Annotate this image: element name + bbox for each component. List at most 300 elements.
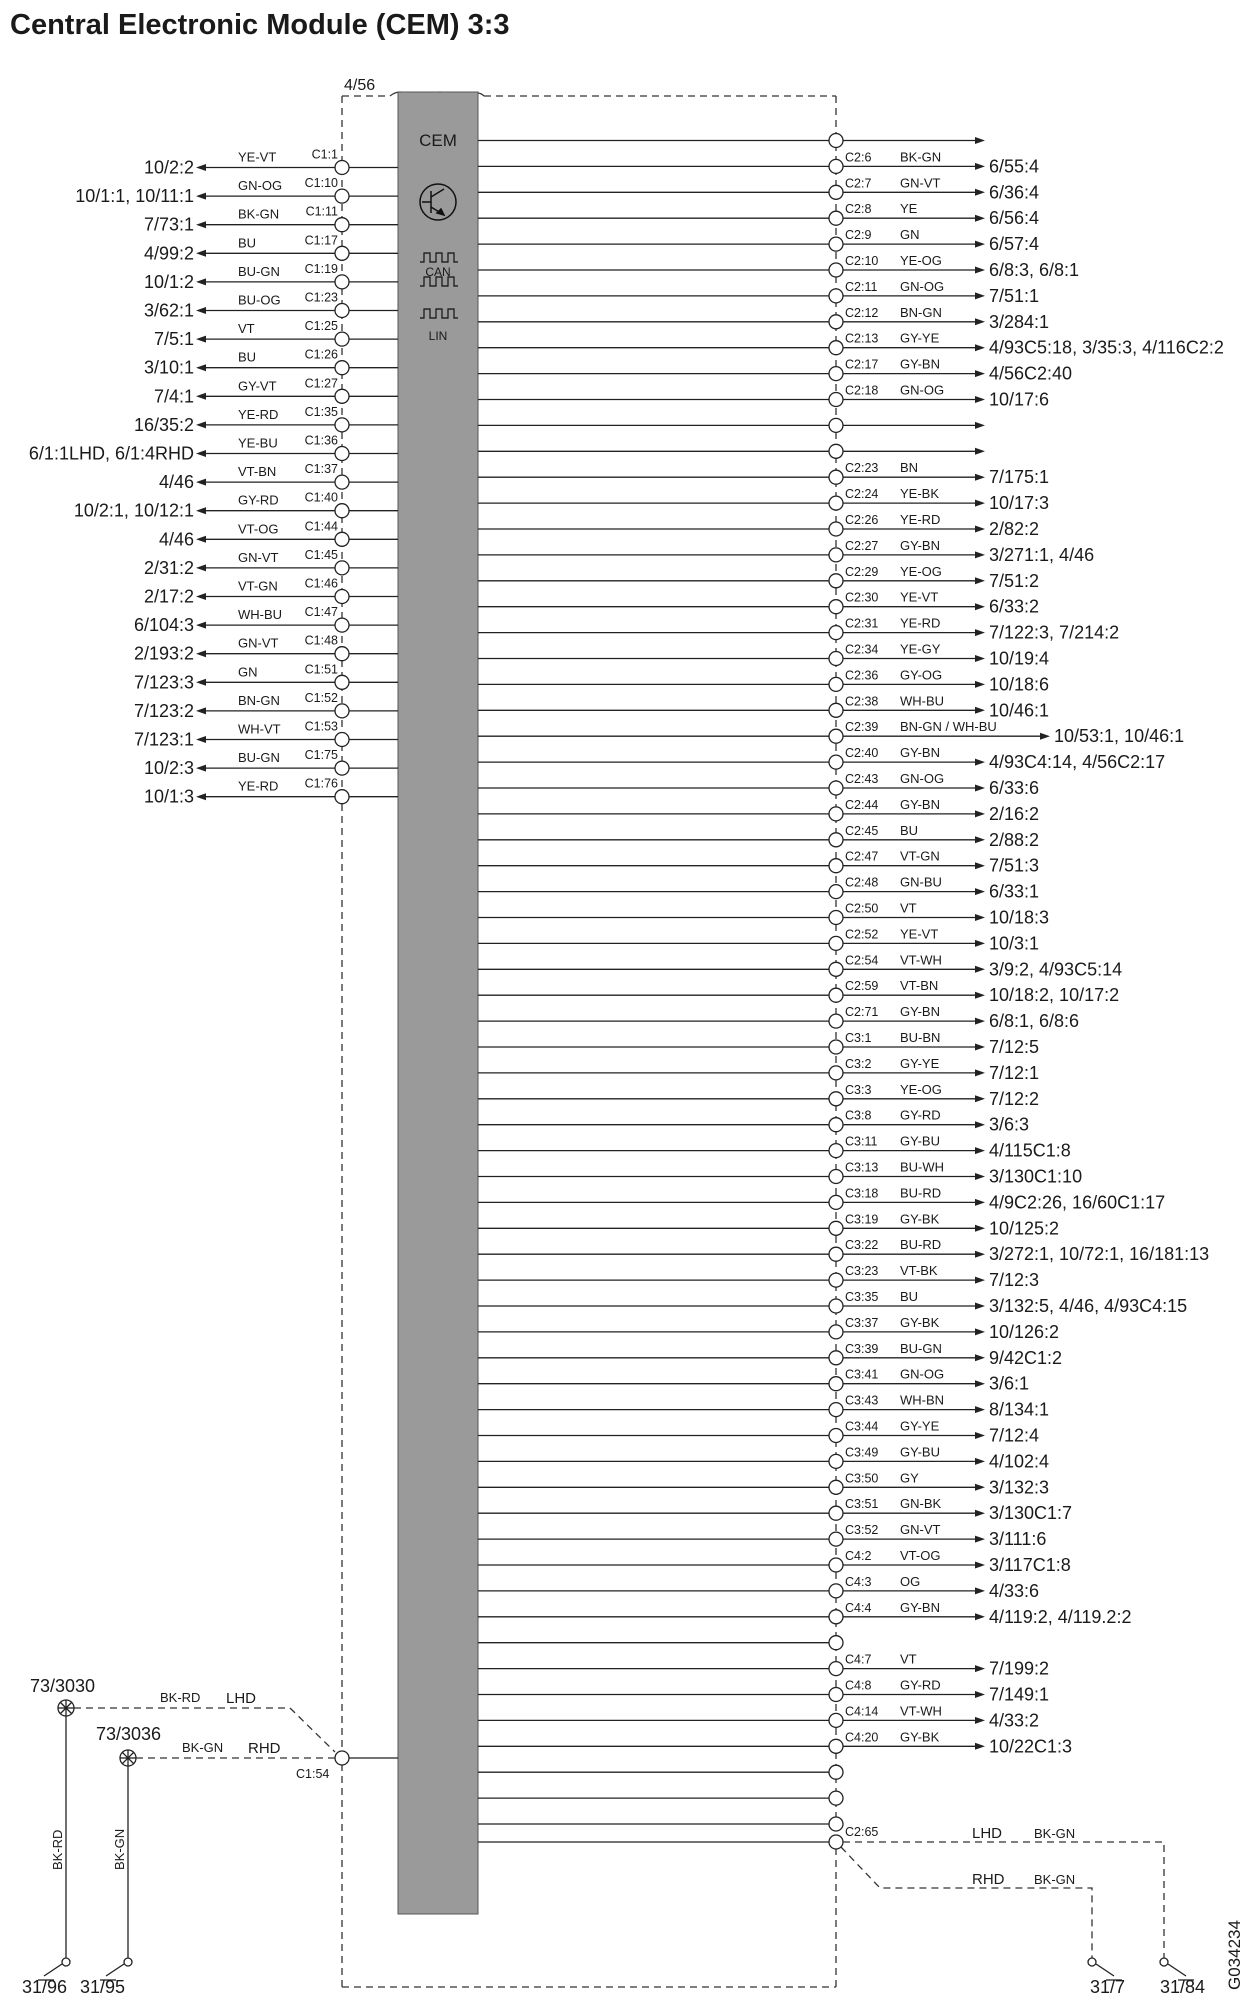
arrow-right-icon bbox=[975, 526, 985, 533]
arrow-right-icon bbox=[975, 215, 985, 222]
right-wire-color: YE bbox=[900, 201, 918, 217]
left-destination: 10/2:1, 10/12:1 bbox=[73, 500, 194, 521]
left-wire-color: BU bbox=[238, 235, 257, 251]
right-pin-label: C4:14 bbox=[845, 1704, 879, 1719]
right-destination: 2/16:2 bbox=[989, 803, 1040, 824]
right-pin-label: C2:34 bbox=[845, 642, 879, 657]
right-row bbox=[478, 1134, 1071, 1161]
right-ground-circuit bbox=[478, 1825, 1205, 1997]
right-wire-color: VT bbox=[900, 900, 917, 916]
arrow-right-icon bbox=[1040, 733, 1050, 740]
right-destination: 10/125:2 bbox=[989, 1218, 1060, 1239]
right-destination: 6/8:3, 6/8:1 bbox=[989, 260, 1080, 280]
arrow-right-icon bbox=[975, 707, 985, 714]
right-wire-color: GY-BN bbox=[900, 356, 940, 372]
left-wire-color: VT-GN bbox=[238, 578, 278, 594]
right-pin-label: C2:30 bbox=[845, 590, 879, 605]
arrow-right-icon bbox=[975, 1328, 985, 1335]
right-pin-label: C2:39 bbox=[845, 720, 879, 735]
right-row bbox=[478, 590, 1039, 617]
pin-node bbox=[829, 1429, 843, 1443]
right-wire-color: GY-BU bbox=[900, 1444, 940, 1460]
arrow-right-icon bbox=[975, 1354, 985, 1361]
pin-node bbox=[335, 332, 349, 346]
left-pin-label: C1:26 bbox=[304, 347, 338, 362]
right-row bbox=[478, 331, 1224, 358]
right-row bbox=[478, 1729, 1072, 1756]
arrow-right-icon bbox=[975, 448, 985, 455]
arrow-right-icon bbox=[975, 1691, 985, 1698]
right-wire-color: BN bbox=[900, 460, 919, 476]
pin-node bbox=[829, 159, 843, 173]
right-row bbox=[478, 849, 1039, 876]
pin-node bbox=[829, 1299, 843, 1313]
right-row bbox=[478, 1470, 1049, 1497]
pin-node bbox=[829, 1273, 843, 1287]
right-row bbox=[478, 952, 1122, 979]
left-pin-label: C1:76 bbox=[304, 776, 338, 791]
right-destination: 7/51:1 bbox=[989, 285, 1040, 306]
splice-1-symbol bbox=[58, 1700, 74, 1716]
arrow-right-icon bbox=[975, 1095, 985, 1102]
right-wire-color: BU-WH bbox=[900, 1159, 945, 1175]
pin-node bbox=[829, 1118, 843, 1132]
arrow-left-icon bbox=[196, 278, 206, 285]
right-row bbox=[478, 1160, 1082, 1187]
right-pin-label: C3:18 bbox=[845, 1186, 879, 1201]
right-pin-label: C2:36 bbox=[845, 668, 879, 683]
right-pin-label: C2:59 bbox=[845, 979, 879, 994]
right-row bbox=[478, 642, 1049, 669]
right-destination: 7/12:4 bbox=[989, 1425, 1040, 1446]
right-pin-label: C3:22 bbox=[845, 1238, 879, 1253]
pin-node bbox=[829, 1558, 843, 1572]
arrow-left-icon bbox=[196, 650, 206, 657]
right-wire-color: WH-BN bbox=[900, 1392, 945, 1408]
right-row bbox=[478, 823, 1039, 850]
left-pin-label: C1:11 bbox=[305, 204, 338, 219]
right-destination: 4/115C1:8 bbox=[989, 1140, 1071, 1161]
right-destination: 4/56C2:40 bbox=[989, 363, 1073, 384]
right-pin-label: C2:54 bbox=[845, 953, 879, 968]
right-pin-label: C3:39 bbox=[845, 1341, 879, 1356]
right-destination: 7/199:2 bbox=[989, 1658, 1050, 1679]
module-name: CEM bbox=[419, 131, 457, 150]
arrow-left-icon bbox=[196, 393, 206, 400]
left-pin-label: C1:40 bbox=[304, 490, 338, 505]
splice-2-wire: BK-GN bbox=[182, 1740, 224, 1755]
lin-label: LIN bbox=[428, 329, 448, 343]
right-row bbox=[478, 1367, 1029, 1394]
right-row bbox=[478, 357, 1072, 384]
pin-node bbox=[829, 496, 843, 510]
pin-node bbox=[829, 1014, 843, 1028]
right-row bbox=[478, 926, 1039, 953]
arrow-right-icon bbox=[975, 500, 985, 507]
right-row bbox=[478, 1636, 843, 1650]
pin-node bbox=[335, 189, 349, 203]
right-row bbox=[478, 279, 1039, 306]
right-destination: 7/12:3 bbox=[989, 1270, 1040, 1291]
right-wire-color: YE-BK bbox=[900, 486, 940, 502]
left-destination: 6/1:1LHD, 6/1:4RHD bbox=[28, 443, 194, 464]
pin-node bbox=[829, 1636, 843, 1650]
right-pin-label: C3:35 bbox=[845, 1290, 879, 1304]
arrow-right-icon bbox=[975, 759, 985, 766]
right-pin-label: C3:13 bbox=[845, 1160, 879, 1175]
left-wire-color: GN-VT bbox=[238, 549, 279, 565]
right-row bbox=[478, 693, 1049, 720]
right-pin-label: C2:26 bbox=[845, 513, 879, 527]
left-row bbox=[154, 376, 398, 406]
left-wire-color: VT bbox=[238, 321, 255, 337]
right-row bbox=[478, 978, 1119, 1005]
left-destination: 7/4:1 bbox=[153, 386, 194, 407]
pin-node bbox=[829, 600, 843, 614]
pin-node bbox=[829, 1791, 843, 1805]
pin-node bbox=[829, 418, 843, 432]
right-wire-color: GY-BU bbox=[900, 1133, 940, 1149]
pin-node bbox=[335, 389, 349, 403]
pin-node bbox=[829, 1713, 843, 1727]
left-pin-label: C1:1 bbox=[311, 147, 338, 162]
right-pin-label: C3:51 bbox=[845, 1497, 879, 1512]
right-destination: 6/55:4 bbox=[989, 156, 1040, 177]
left-connector-group bbox=[29, 148, 398, 807]
left-destination: 3/62:1 bbox=[143, 300, 194, 321]
pin-node bbox=[829, 1221, 843, 1235]
right-pin-label: C2:71 bbox=[845, 1005, 879, 1020]
arrow-right-icon bbox=[975, 681, 985, 688]
right-wire-color: GY-BN bbox=[900, 796, 940, 812]
left-pin-label: C1:19 bbox=[304, 261, 338, 276]
arrow-right-icon bbox=[975, 603, 985, 610]
arrow-right-icon bbox=[975, 810, 985, 817]
pin-node bbox=[829, 1532, 843, 1546]
arrow-left-icon bbox=[196, 479, 206, 486]
right-wire-color: BU-GN bbox=[900, 1340, 942, 1356]
pin-node bbox=[829, 807, 843, 821]
right-wire-color: BU-BN bbox=[900, 1030, 941, 1045]
right-pin-label: C2:47 bbox=[845, 849, 879, 864]
arrow-right-icon bbox=[975, 1432, 985, 1439]
left-wire-color: GN-VT bbox=[238, 635, 279, 651]
right-lhd-label: LHD bbox=[972, 1825, 1003, 1842]
right-rhd-wire: BK-GN bbox=[1034, 1872, 1076, 1887]
pin-node bbox=[829, 1739, 843, 1753]
left-wire-color: YE-RD bbox=[238, 406, 279, 422]
pin-node bbox=[335, 218, 349, 232]
right-destination: 2/82:2 bbox=[989, 519, 1040, 539]
pin-node bbox=[829, 1325, 843, 1339]
left-row bbox=[144, 148, 398, 178]
arrow-left-icon bbox=[196, 450, 206, 457]
left-row bbox=[159, 462, 398, 492]
right-wire-color: WH-BU bbox=[900, 693, 945, 709]
pin-node bbox=[829, 522, 843, 536]
left-destination: 2/193:2 bbox=[133, 643, 194, 664]
right-wire-color: GN-OG bbox=[900, 382, 945, 398]
left-destination: 7/123:1 bbox=[133, 729, 194, 750]
right-destination: 4/93C4:14, 4/56C2:17 bbox=[989, 752, 1166, 773]
pin-node bbox=[335, 1751, 349, 1765]
right-destination: 6/36:4 bbox=[989, 182, 1040, 203]
right-wire-color: GY-YE bbox=[900, 1055, 940, 1071]
right-rhd-label: RHD bbox=[972, 1871, 1005, 1888]
left-row bbox=[144, 233, 398, 263]
right-wire-color: BU bbox=[900, 1289, 919, 1304]
left-pin-label: C1:44 bbox=[304, 519, 338, 534]
right-destination: 3/284:1 bbox=[989, 311, 1050, 332]
right-pin-label: C3:50 bbox=[845, 1471, 879, 1486]
pin-node bbox=[335, 275, 349, 289]
left-destination: 4/46 bbox=[158, 529, 194, 550]
left-pin-label: C1:35 bbox=[304, 404, 338, 419]
right-row bbox=[478, 875, 1039, 902]
pin-node bbox=[335, 675, 349, 689]
left-destination: 2/17:2 bbox=[143, 586, 194, 607]
right-pin-label: C2:11 bbox=[845, 279, 878, 294]
left-destination: 10/1:2 bbox=[143, 271, 194, 292]
right-destination: 9/42C1:2 bbox=[989, 1347, 1063, 1368]
left-destination: 10/2:3 bbox=[143, 758, 194, 779]
arrow-right-icon bbox=[975, 1147, 985, 1154]
right-wire-color: GN bbox=[900, 227, 920, 243]
right-pin-label: C4:2 bbox=[845, 1549, 872, 1563]
left-destination: 10/2:2 bbox=[143, 157, 194, 178]
right-wire-color: VT-GN bbox=[900, 848, 940, 864]
arrow-right-icon bbox=[975, 344, 985, 351]
right-wire-color: GY-BK bbox=[900, 1314, 940, 1330]
right-row bbox=[478, 1393, 1049, 1420]
pin-node bbox=[335, 361, 349, 375]
right-pin-label: C3:37 bbox=[845, 1315, 879, 1330]
pin-node bbox=[829, 211, 843, 225]
right-pin-label: C3:2 bbox=[845, 1056, 872, 1071]
right-row bbox=[478, 1496, 1072, 1523]
right-row bbox=[478, 745, 1165, 772]
arrow-right-icon bbox=[975, 1562, 985, 1569]
splice-1-wire: BK-RD bbox=[160, 1690, 201, 1705]
right-wire-color: VT-OG bbox=[900, 1548, 941, 1563]
right-wire-color: GY-BN bbox=[900, 1004, 940, 1020]
right-wire-color: BU-RD bbox=[900, 1237, 942, 1253]
right-pin-label: C2:31 bbox=[845, 616, 879, 631]
left-wire-color: VT-OG bbox=[238, 521, 279, 537]
pin-node bbox=[829, 988, 843, 1002]
arrow-right-icon bbox=[975, 1303, 985, 1310]
right-destination: 6/57:4 bbox=[989, 234, 1040, 255]
arrow-left-icon bbox=[196, 593, 206, 600]
right-wire-color: VT-WH bbox=[900, 952, 942, 968]
pin-node bbox=[335, 618, 349, 632]
pin-node bbox=[829, 1195, 843, 1209]
right-destination: 6/33:1 bbox=[989, 881, 1040, 902]
right-connector-group bbox=[478, 134, 1224, 1832]
left-destination: 7/123:3 bbox=[133, 672, 194, 693]
pin-node bbox=[829, 548, 843, 562]
right-wire-color: VT-WH bbox=[900, 1703, 942, 1719]
left-ground-pin: C1:54 bbox=[296, 1767, 330, 1781]
right-row bbox=[478, 149, 1039, 176]
pin-node bbox=[829, 1454, 843, 1468]
can-label: CAN bbox=[425, 265, 451, 279]
right-destination: 4/9C2:26, 16/60C1:17 bbox=[989, 1192, 1166, 1213]
left-wire-color: BU-GN bbox=[238, 263, 280, 279]
right-row bbox=[478, 201, 1039, 228]
arrow-left-icon bbox=[196, 364, 206, 371]
pin-node bbox=[829, 1040, 843, 1054]
left-row bbox=[134, 605, 398, 635]
right-pin-label: C2:17 bbox=[845, 357, 879, 372]
arrow-right-icon bbox=[975, 1225, 985, 1232]
right-pin-label: C3:8 bbox=[845, 1108, 872, 1123]
right-row bbox=[478, 1574, 1039, 1601]
pin-node bbox=[335, 304, 349, 318]
ground-2-wire: BK-GN bbox=[112, 1828, 127, 1870]
left-row bbox=[144, 577, 398, 607]
pin-node bbox=[829, 833, 843, 847]
arrow-right-icon bbox=[975, 940, 985, 947]
right-pin-label: C2:52 bbox=[845, 927, 879, 942]
left-wire-color: BU bbox=[238, 349, 257, 365]
right-wire-color: GY-OG bbox=[900, 667, 943, 683]
right-destination: 8/134:1 bbox=[989, 1399, 1050, 1420]
right-pin-label: C3:19 bbox=[845, 1212, 879, 1227]
left-wire-color: YE-BU bbox=[238, 435, 278, 451]
arrow-right-icon bbox=[975, 1121, 985, 1128]
right-row bbox=[478, 1289, 1187, 1316]
right-row bbox=[478, 486, 1049, 513]
right-wire-color: GY-BN bbox=[900, 745, 940, 761]
right-wire-color: YE-VT bbox=[900, 589, 939, 605]
left-wire-color: BN-GN bbox=[238, 692, 280, 708]
right-wire-color: GN-OG bbox=[900, 278, 945, 294]
pin-node bbox=[829, 1688, 843, 1702]
right-destination: 7/51:2 bbox=[989, 570, 1040, 591]
arrow-right-icon bbox=[975, 318, 985, 325]
left-row bbox=[144, 205, 398, 235]
right-wire-color: YE-VT bbox=[900, 926, 939, 942]
pin-node bbox=[829, 1506, 843, 1520]
arrow-right-icon bbox=[975, 396, 985, 403]
left-pin-label: C1:25 bbox=[304, 319, 338, 334]
right-pin-label: C2:40 bbox=[845, 746, 879, 761]
arrow-right-icon bbox=[975, 836, 985, 843]
left-pin-label: C1:52 bbox=[304, 690, 338, 705]
right-wire-color: GY-RD bbox=[900, 1107, 941, 1123]
right-wire-color: BU bbox=[900, 822, 919, 838]
right-pin-label: C2:12 bbox=[845, 305, 879, 320]
right-row bbox=[478, 1522, 1046, 1549]
pin-node bbox=[829, 1403, 843, 1417]
right-destination: 4/93C5:18, 3/35:3, 4/116C2:2 bbox=[989, 337, 1224, 358]
arrow-right-icon bbox=[975, 137, 985, 144]
right-destination: 10/17:3 bbox=[989, 493, 1050, 514]
arrow-right-icon bbox=[975, 1484, 985, 1491]
arrow-right-icon bbox=[975, 1665, 985, 1672]
left-destination: 3/10:1 bbox=[143, 357, 194, 378]
right-destination: 3/111:6 bbox=[989, 1529, 1047, 1550]
right-row bbox=[478, 1211, 1059, 1238]
right-wire-color: GN-VT bbox=[900, 175, 941, 191]
splice-1-label: 73/3030 bbox=[30, 1676, 96, 1696]
right-destination: 10/46:1 bbox=[989, 700, 1050, 721]
right-row bbox=[478, 564, 1039, 591]
left-wire-color: GN-OG bbox=[238, 178, 283, 194]
left-wire-color: GY-RD bbox=[238, 492, 279, 508]
right-row bbox=[478, 1082, 1039, 1109]
right-wire-color: GY-YE bbox=[900, 1418, 940, 1434]
arrow-left-icon bbox=[196, 250, 206, 257]
arrow-right-icon bbox=[975, 1380, 985, 1387]
right-wire-color: YE-OG bbox=[900, 563, 942, 579]
pin-node bbox=[829, 859, 843, 873]
right-pin-label: C3:43 bbox=[845, 1393, 879, 1408]
arrow-right-icon bbox=[975, 785, 985, 792]
pin-node bbox=[335, 790, 349, 804]
pin-node bbox=[829, 341, 843, 355]
left-destination: 7/123:2 bbox=[133, 700, 194, 721]
right-pin-label: C2:9 bbox=[845, 228, 872, 243]
arrow-left-icon bbox=[196, 421, 206, 428]
pin-node bbox=[829, 1066, 843, 1080]
right-destination: 3/130C1:10 bbox=[989, 1166, 1083, 1187]
pin-node bbox=[335, 704, 349, 718]
right-row bbox=[478, 253, 1079, 280]
pin-node bbox=[335, 504, 349, 518]
right-pin-label: C3:44 bbox=[845, 1419, 879, 1434]
right-row bbox=[478, 1341, 1062, 1368]
left-pin-label: C1:36 bbox=[304, 433, 338, 448]
right-wire-color: YE-GY bbox=[900, 641, 941, 657]
right-row bbox=[478, 1817, 843, 1831]
right-wire-color: YE-RD bbox=[900, 512, 941, 527]
right-destination: 3/272:1, 10/72:1, 16/181:13 bbox=[989, 1244, 1210, 1265]
splice-2-label: 73/3036 bbox=[96, 1724, 162, 1744]
right-wire-color: VT bbox=[900, 1651, 917, 1667]
left-destination: 16/35:2 bbox=[133, 414, 194, 435]
right-row bbox=[478, 1056, 1039, 1083]
right-row bbox=[478, 418, 985, 432]
arrow-right-icon bbox=[975, 992, 985, 999]
right-pin-label: C4:3 bbox=[845, 1574, 872, 1589]
right-wire-color: GN-VT bbox=[900, 1522, 941, 1538]
right-destination: 4/33:6 bbox=[989, 1580, 1040, 1601]
pin-node bbox=[829, 1765, 843, 1779]
left-row bbox=[134, 691, 398, 721]
left-row bbox=[134, 662, 398, 692]
arrow-right-icon bbox=[975, 629, 985, 636]
pin-node bbox=[829, 367, 843, 381]
right-pin-label: C2:7 bbox=[845, 176, 872, 191]
right-destination: 3/271:1, 4/46 bbox=[989, 544, 1095, 565]
right-row bbox=[478, 616, 1119, 643]
arrow-right-icon bbox=[975, 577, 985, 584]
ground-1-label: 31/96 bbox=[22, 1977, 68, 1997]
arrow-right-icon bbox=[975, 862, 985, 869]
left-row bbox=[159, 519, 398, 549]
right-wire-color: GN-BU bbox=[900, 874, 942, 890]
arrow-right-icon bbox=[975, 1510, 985, 1517]
right-destination: 6/33:2 bbox=[989, 596, 1040, 617]
right-pin-label: C3:41 bbox=[845, 1367, 879, 1382]
right-wire-color: BK-GN bbox=[900, 149, 942, 165]
arrow-right-icon bbox=[975, 267, 985, 274]
right-destination: 6/33:6 bbox=[989, 778, 1040, 798]
left-wire-color: BK-GN bbox=[238, 206, 280, 222]
arrow-right-icon bbox=[975, 1277, 985, 1284]
